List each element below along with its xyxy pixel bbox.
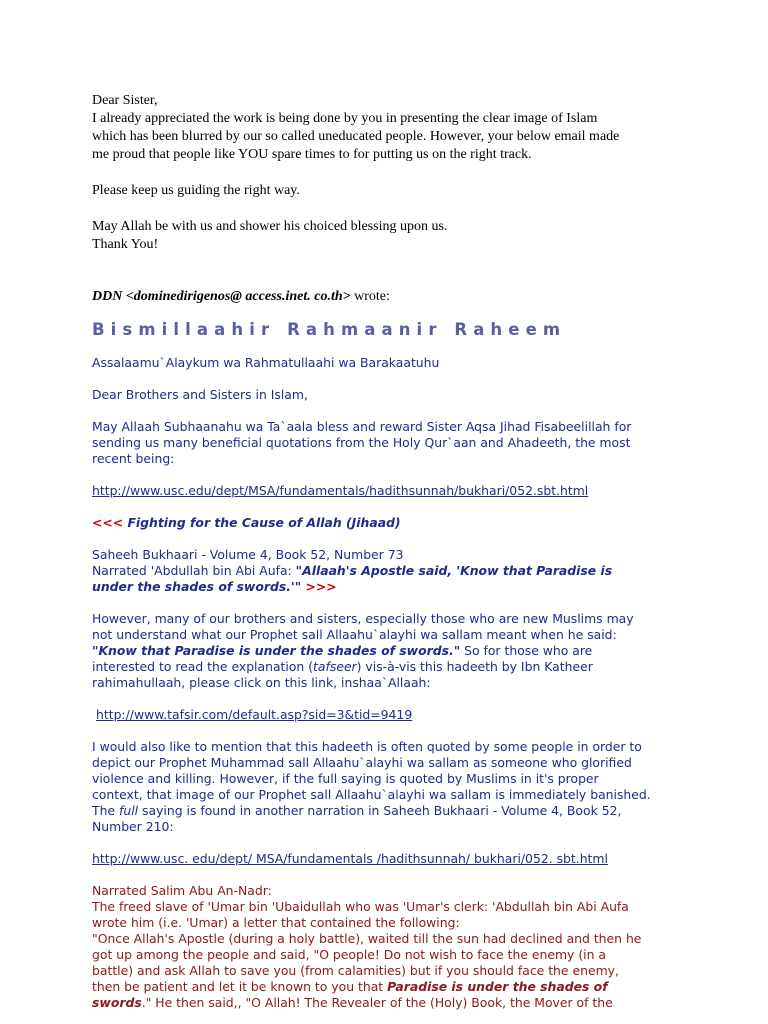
narration-line [92,563,712,579]
section-title: Fighting for the Cause of Allah (Jihaad) [123,515,401,530]
quoted-email [92,355,712,1011]
paragraph-text: The [92,803,119,818]
back-arrow-link[interactable]: <<< [92,515,124,530]
paragraph-line: context, that image of our Prophet sall Allaahu`alayhi wa sallam is immediately banished. [92,787,651,802]
bukhari-052-link[interactable]: http://www.usc. edu/dept/ MSA/fundamentals /hadithsunnah/ bukhari/052. sbt.html [92,851,608,866]
hadith-quote: "Allaah's Apostle said, 'Know that Paradise is [295,563,613,578]
paragraph-line: depict our Prophet Muhammad sall Allaahu`alayhi wa sallam as someone who glorified [92,755,632,770]
explanation-paragraph [92,611,712,691]
hadith-quote: swords [92,995,142,1010]
paragraph-text: interested to read the explanation ( [92,659,314,674]
forward-arrow-link[interactable]: >>> [301,579,337,594]
reply-request: Please keep us guiding the right way. [92,183,300,198]
salaam-line: Assalaamu`Alaykum wa Rahmatullaahi wa Barakaatuhu [92,355,440,370]
paragraph-line: violence and killing. However, if the full saying is quoted by Muslims in it's proper [92,771,599,786]
second-narration [92,883,712,1011]
narration-line [92,995,712,1011]
paragraph-text: So for those who are [460,643,593,658]
address-line: Dear Brothers and Sisters in Islam, [92,387,308,402]
quote-sender: DDN <dominedirigenos@ access.inet. co.th> [92,289,351,304]
intro-line: sending us many beneficial quotations from the Holy Qur`aan and Ahadeeth, the most [92,435,631,450]
link-row [92,707,712,723]
paragraph-line [92,659,712,675]
paragraph-line: Number 210: [92,819,174,834]
paragraph-line [92,643,712,659]
narration-line: "Once Allah's Apostle (during a holy battle), waited till the sun had declined and then he [92,931,642,946]
link-row [92,851,712,867]
narration-line [92,979,712,995]
reply-body [92,110,712,164]
paragraph-line: not understand what our Prophet sall Allaahu`alayhi wa sallam meant when he said: [92,627,617,642]
hadith-quote: "Know that Paradise is under the shades of swords." [92,643,461,658]
context-paragraph [92,739,712,835]
paragraph-line [92,803,712,819]
paragraph-line: rahimahullaah, please click on this link, inshaa`Allaah: [92,675,431,690]
quote-header [92,288,712,306]
bukhari-link[interactable]: http://www.usc.edu/dept/MSA/fundamentals/hadithsunnah/bukhari/052.sbt.html [92,483,589,498]
paragraph-line: I would also like to mention that this hadeeth is often quoted by some people in order to [92,739,642,754]
greeting: Dear Sister, [92,93,158,108]
narration-line [92,579,712,595]
section-heading [92,515,712,531]
reply-message [92,92,712,254]
reference-line: Saheeh Bukhaari - Volume 4, Book 52, Number 73 [92,547,404,562]
full-term: full [118,803,139,818]
narration-text: ." He then said,, "O Allah! The Revealer of the (Holy) Book, the Mover of the [141,995,613,1010]
paragraph-line: However, many of our brothers and sisters, especially those who are new Muslims may [92,611,634,626]
tafsir-link[interactable]: http://www.tafsir.com/default.asp?sid=3&tid=9419 [96,707,413,722]
intro-line: recent being: [92,451,175,466]
reply-body-line: which has been blurred by our so called uneducated people. However, your below email made [92,129,620,144]
paragraph-text: ) vis-à-vis this hadeeth by Ibn Katheer [356,659,593,674]
narration-text: then be patient and let it be known to you that [92,979,388,994]
intro-line: May Allaah Subhaanahu wa Ta`aala bless and reward Sister Aqsa Jihad Fisabeelillah for [92,419,632,434]
tafseer-term: tafseer [313,659,357,674]
narration-line: wrote him (i.e. 'Umar) a letter that contained the following: [92,915,460,930]
narration-line: battle) and ask Allah to save you (from calamities) but if you should face the enemy, [92,963,619,978]
bismillah-heading: Bismillaahir Rahmaanir Raheem [92,320,567,339]
quote-wrote-label: wrote: [350,289,390,304]
link-row [92,483,712,499]
intro-paragraph [92,419,712,467]
narration-line: got up among the people and said, "O people! Do not wish to face the enemy (in a [92,947,606,962]
hadith-quote: under the shades of swords.'" [92,579,302,594]
hadith-reference [92,547,712,595]
narration-line: The freed slave of 'Umar bin 'Ubaidullah who was 'Umar's clerk: 'Abdullah bin Abi Aufa [92,899,629,914]
reply-thanks: Thank You! [92,237,159,252]
document-page [92,92,712,1011]
narration-line: Narrated Salim Abu An-Nadr: [92,883,272,898]
narrator: Narrated 'Abdullah bin Abi Aufa: [92,563,296,578]
reply-blessing: May Allah be with us and shower his choiced blessing upon us. [92,219,448,234]
reply-body-line: I already appreciated the work is being done by you in presenting the clear image of Islam [92,111,598,126]
hadith-quote: Paradise is under the shades of [387,979,608,994]
paragraph-text: saying is found in another narration in Saheeh Bukhaari - Volume 4, Book 52, [138,803,622,818]
reply-body-line: me proud that people like YOU spare times to for putting us on the right track. [92,147,532,162]
